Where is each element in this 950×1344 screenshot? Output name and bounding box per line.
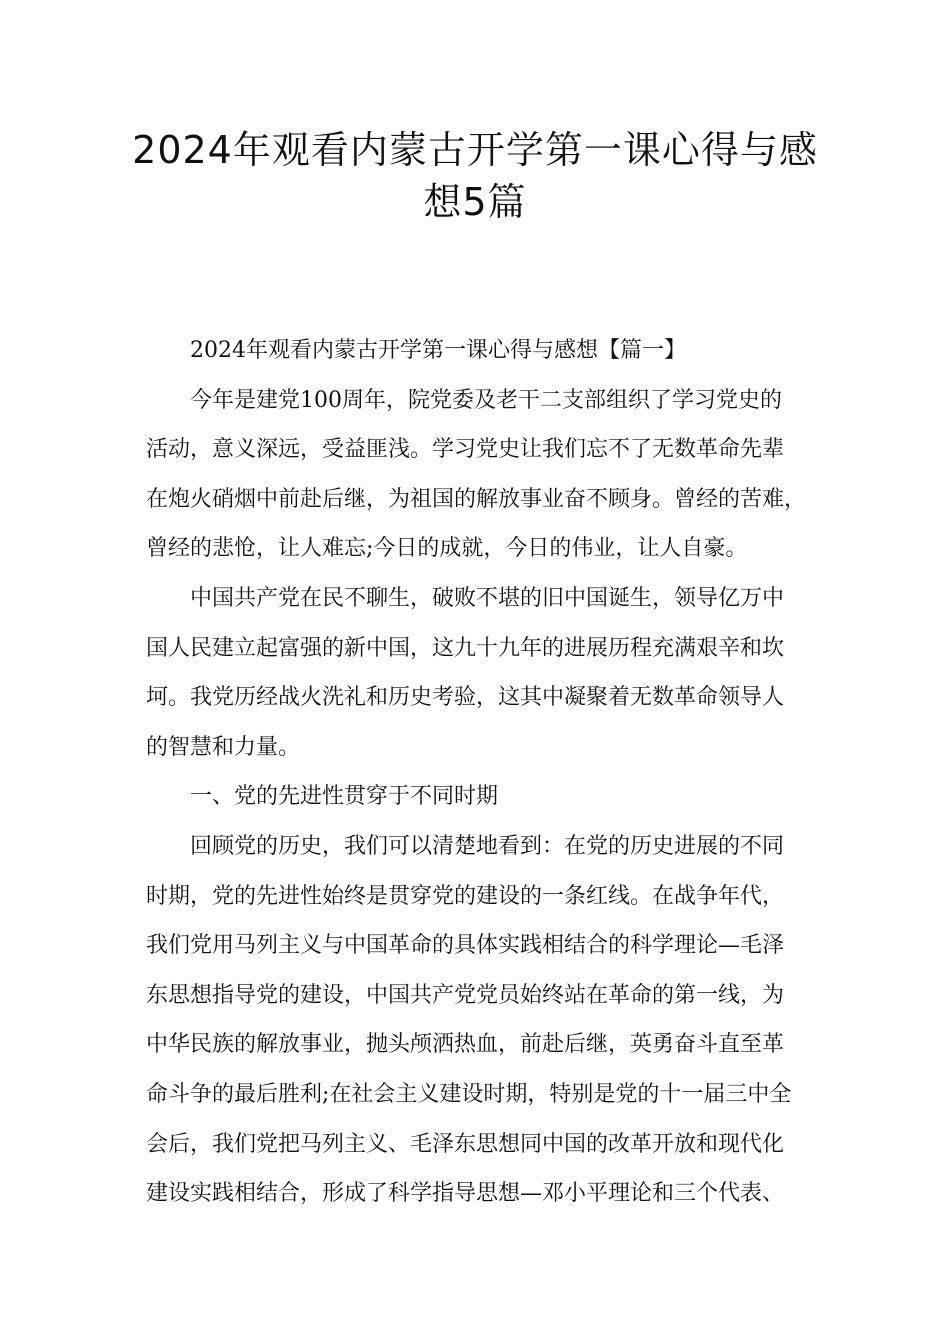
- document-body: [146, 326, 826, 1219]
- section-title: 2024年观看内蒙古开学第一课心得与感想【篇一】: [190, 338, 686, 363]
- document-title: [100, 124, 850, 228]
- paragraph-line: 曾经的悲怆，让人难忘;今日的成就，今日的伟业，让人自豪。: [146, 536, 748, 562]
- paragraph-line: 中华民族的解放事业，抛头颅洒热血，前赴后继，英勇奋斗直至革: [146, 1032, 785, 1058]
- paragraph-2: [146, 574, 826, 772]
- paragraph-line: 我们党用马列主义与中国革命的具体实践相结合的科学理论—毛泽: [146, 933, 785, 959]
- paragraph-line: 建设实践相结合，形成了科学指导思想—邓小平理论和三个代表、: [146, 1181, 785, 1207]
- paragraph-line: 今年是建党100周年，院党委及老干二支部组织了学习党史的: [190, 387, 782, 413]
- paragraph-line: 活动，意义深远，受益匪浅。学习党史让我们忘不了无数革命先辈: [146, 437, 785, 463]
- paragraph-line: 中国共产党在民不聊生，破败不堪的旧中国诞生，领导亿万中: [190, 585, 785, 611]
- paragraph-line: 回顾党的历史，我们可以清楚地看到：在党的历史进展的不同: [190, 833, 785, 859]
- subheading: 一、党的先进性贯穿于不同时期: [190, 784, 499, 810]
- paragraph-1: [146, 376, 826, 574]
- paragraph-line: 的智慧和力量。: [146, 734, 301, 760]
- paragraph-line: 时期，党的先进性始终是贯穿党的建设的一条红线。在战争年代，: [146, 883, 785, 909]
- paragraph-line: 东思想指导党的建设，中国共产党党员始终站在革命的第一线，为: [146, 982, 785, 1008]
- paragraph-line: 国人民建立起富强的新中国，这九十九年的进展历程充满艰辛和坎: [146, 635, 785, 661]
- paragraph-line: 命斗争的最后胜利;在社会主义建设时期，特别是党的十一届三中全: [146, 1081, 792, 1107]
- title-line-1: 2024年观看内蒙古开学第一课心得与感: [132, 128, 818, 172]
- paragraph-line: 坷。我党历经战火洗礼和历史考验，这其中凝聚着无数革命领导人: [146, 685, 785, 711]
- paragraph-line: 会后，我们党把马列主义、毛泽东思想同中国的改革开放和现代化: [146, 1131, 785, 1157]
- paragraph-line: 在炮火硝烟中前赴后继，为祖国的解放事业奋不顾身。曾经的苦难，: [146, 486, 807, 512]
- title-line-2: 想5篇: [423, 180, 527, 224]
- paragraph-3: [146, 822, 826, 1219]
